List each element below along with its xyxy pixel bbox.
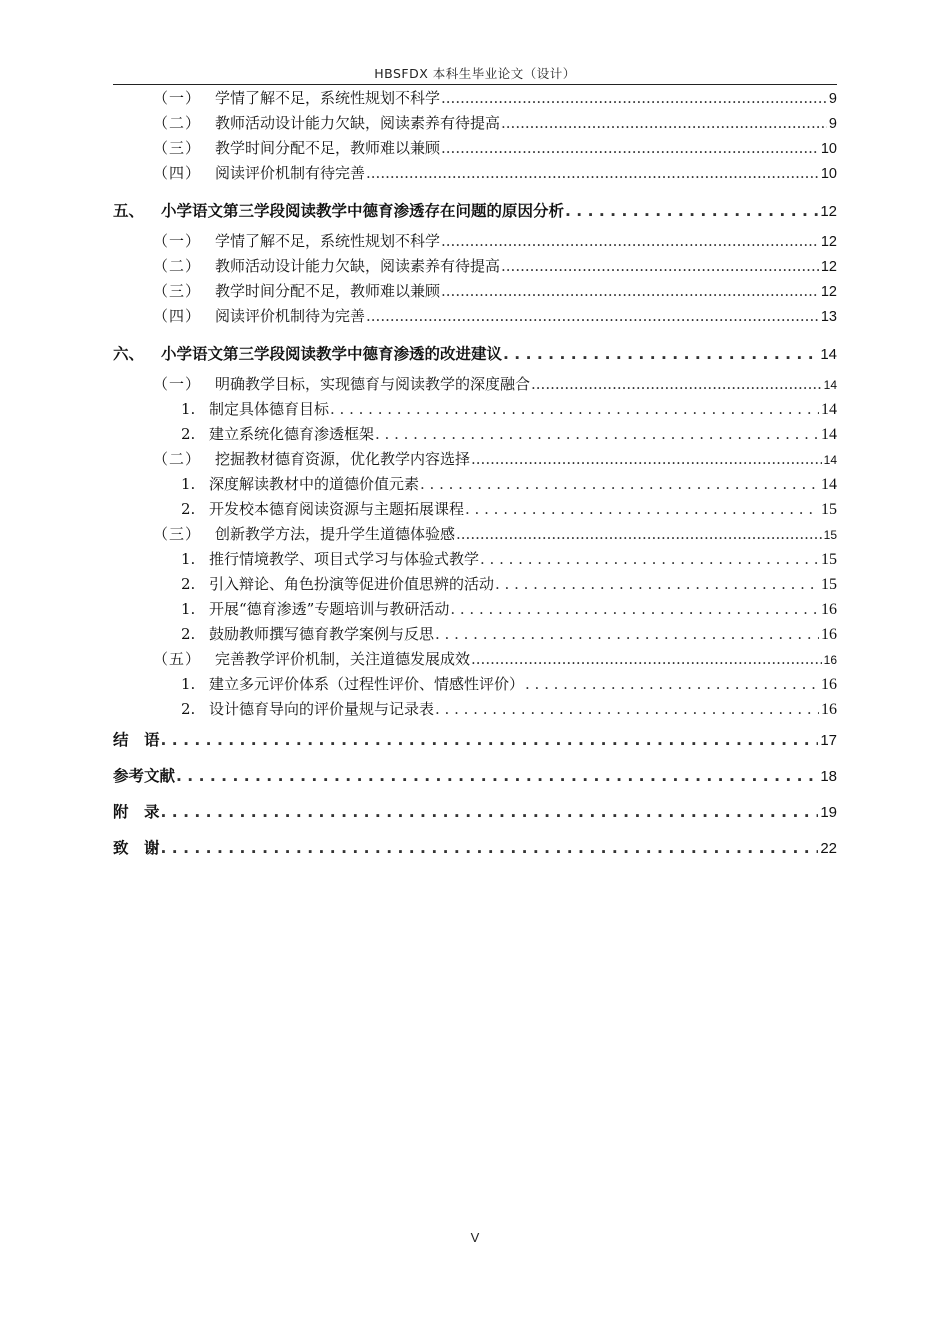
toc-entry-page: 19 [820, 804, 837, 821]
toc-entry-title: 教师活动设计能力欠缺，阅读素养有待提高 [215, 257, 501, 275]
toc-entry-level-2[interactable] [113, 372, 837, 397]
toc-entry-title: 开发校本德育阅读资源与主题拓展课程 [209, 500, 465, 518]
toc-entry-title: 开展“德育渗透”专题培训与教研活动 [209, 600, 450, 618]
toc-entry-page: 15 [821, 551, 837, 568]
toc-entry-level-2[interactable] [113, 304, 837, 329]
page-number: V [470, 1230, 480, 1245]
toc-entry-title: 小学语文第三学段阅读教学中德育渗透存在问题的原因分析 [161, 202, 565, 220]
toc-entry-page: 14 [820, 346, 837, 363]
toc-entry-number: （三） [153, 525, 202, 543]
toc-entry-level-3[interactable] [113, 572, 837, 597]
toc-entry-title: 附 录 [113, 803, 160, 821]
toc-entry-number: （五） [153, 650, 202, 668]
toc-dot-leader [441, 229, 819, 254]
toc-entry-page: 14 [823, 453, 837, 467]
toc-entry-number: 1. [181, 600, 196, 618]
toc-dot-leader [450, 597, 819, 622]
toc-entry-number: （三） [153, 139, 202, 157]
toc-entry-page: 10 [820, 141, 837, 157]
toc-backmatter-entry[interactable] [113, 794, 837, 830]
toc-entry-title: 建立多元评价体系（过程性评价、情感性评价） [209, 675, 525, 693]
toc-entry-level-2[interactable] [113, 254, 837, 279]
toc-backmatter-entry[interactable] [113, 830, 837, 866]
toc-entry-level-3[interactable] [113, 422, 837, 447]
toc-entry-number: （三） [153, 282, 202, 300]
toc-entry-page: 16 [821, 676, 837, 693]
toc-entry-level-2[interactable] [113, 447, 837, 472]
toc-entry-level-3[interactable] [113, 597, 837, 622]
toc-entry-number: （二） [153, 450, 202, 468]
toc-dot-leader [161, 830, 819, 866]
toc-entry-page: 9 [828, 91, 837, 107]
toc-entry-page: 16 [821, 626, 837, 643]
toc-entry-title: 创新教学方法，提升学生道德体验感 [215, 525, 456, 543]
toc-entry-number: 五、 [113, 202, 145, 220]
toc-dot-leader [161, 722, 819, 758]
toc-dot-leader [471, 647, 822, 672]
table-of-contents [113, 86, 837, 866]
toc-entry-number: （一） [153, 375, 202, 393]
toc-dot-leader [441, 136, 819, 161]
toc-entry-level-2[interactable] [113, 522, 837, 547]
toc-entry-page: 16 [821, 601, 837, 618]
toc-dot-leader [441, 279, 819, 304]
toc-dot-leader [503, 337, 818, 372]
toc-backmatter-entry[interactable] [113, 722, 837, 758]
toc-entry-title: 结 语 [113, 731, 160, 749]
toc-entry-title: 设计德育导向的评价量规与记录表 [209, 700, 435, 718]
toc-entry-level-2[interactable] [113, 111, 837, 136]
toc-entry-level-2[interactable] [113, 647, 837, 672]
toc-entry-title: 教学时间分配不足，教师难以兼顾 [215, 282, 441, 300]
toc-entry-title: 建立系统化德育渗透框架 [209, 425, 375, 443]
toc-entry-title: 推行情境教学、项目式学习与体验式教学 [209, 550, 480, 568]
toc-entry-level-2[interactable] [113, 161, 837, 186]
toc-entry-page: 16 [823, 653, 837, 667]
toc-dot-leader [176, 758, 818, 794]
toc-entry-page: 15 [821, 576, 837, 593]
toc-entry-page: 12 [820, 259, 837, 275]
toc-dot-leader [420, 472, 819, 497]
toc-entry-number: （二） [153, 114, 202, 132]
toc-entry-level-3[interactable] [113, 622, 837, 647]
toc-entry-page: 14 [821, 401, 837, 418]
toc-entry-level-3[interactable] [113, 397, 837, 422]
running-header: HBSFDX 本科生毕业论文（设计） [374, 66, 576, 81]
toc-dot-leader [480, 547, 819, 572]
toc-entry-title: 鼓励教师撰写德育教学案例与反思 [209, 625, 435, 643]
toc-entry-number: 2. [181, 500, 196, 518]
toc-entry-title: 挖掘教材德育资源，优化教学内容选择 [215, 450, 471, 468]
toc-dot-leader [501, 111, 827, 136]
toc-dot-leader [161, 794, 819, 830]
toc-entry-title: 小学语文第三学段阅读教学中德育渗透的改进建议 [161, 345, 503, 363]
toc-dot-leader [465, 497, 819, 522]
toc-entry-page: 13 [820, 309, 837, 325]
toc-entry-page: 14 [821, 426, 837, 443]
toc-backmatter-entry[interactable] [113, 758, 837, 794]
toc-entry-page: 15 [823, 528, 837, 542]
toc-entry-number: 2. [181, 700, 196, 718]
toc-entry-number: （四） [153, 307, 202, 325]
toc-dot-leader [471, 447, 822, 472]
toc-entry-number: 1. [181, 675, 196, 693]
toc-dot-leader [435, 622, 819, 647]
toc-entry-number: 2. [181, 425, 196, 443]
toc-entry-page: 9 [828, 116, 837, 132]
toc-entry-title: 致 谢 [113, 839, 160, 857]
toc-entry-level-2[interactable] [113, 229, 837, 254]
toc-dot-leader [456, 522, 822, 547]
toc-entry-number: 六、 [113, 345, 145, 363]
toc-dot-leader [531, 372, 822, 397]
toc-entry-title: 深度解读教材中的道德价值元素 [209, 475, 420, 493]
toc-dot-leader [495, 572, 819, 597]
toc-entry-number: 1. [181, 475, 196, 493]
toc-entry-title: 学情了解不足，系统性规划不科学 [215, 232, 441, 250]
toc-entry-level-2[interactable] [113, 136, 837, 161]
toc-entry-title: 参考文献 [113, 767, 176, 785]
toc-dot-leader [441, 86, 827, 111]
toc-entry-title: 制定具体德育目标 [209, 400, 330, 418]
toc-entry-page: 16 [821, 701, 837, 718]
toc-entry-page: 12 [820, 234, 837, 250]
toc-entry-number: （一） [153, 232, 202, 250]
toc-dot-leader [525, 672, 819, 697]
toc-entry-page: 22 [820, 840, 837, 857]
toc-entry-level-2[interactable] [113, 279, 837, 304]
toc-entry-page: 14 [823, 378, 837, 392]
toc-spacer [113, 186, 837, 194]
toc-entry-title: 明确教学目标，实现德育与阅读教学的深度融合 [215, 375, 531, 393]
toc-dot-leader [366, 304, 819, 329]
toc-dot-leader [366, 161, 819, 186]
toc-spacer [113, 329, 837, 337]
toc-entry-number: （二） [153, 257, 202, 275]
toc-dot-leader [330, 397, 819, 422]
header-rule [113, 84, 837, 85]
toc-entry-title: 阅读评价机制有待完善 [215, 164, 366, 182]
toc-entry-page: 14 [821, 476, 837, 493]
toc-entry-title: 学情了解不足，系统性规划不科学 [215, 89, 441, 107]
toc-entry-number: 2. [181, 575, 196, 593]
toc-entry-page: 12 [820, 203, 837, 220]
toc-dot-leader [501, 254, 819, 279]
toc-entry-page: 17 [820, 732, 837, 749]
toc-entry-number: （四） [153, 164, 202, 182]
toc-entry-level-1[interactable] [113, 194, 837, 229]
toc-entry-level-3[interactable] [113, 497, 837, 522]
toc-entry-level-3[interactable] [113, 672, 837, 697]
toc-entry-level-3[interactable] [113, 697, 837, 722]
toc-entry-number: 2. [181, 625, 196, 643]
toc-entry-level-1[interactable] [113, 337, 837, 372]
toc-entry-page: 10 [820, 166, 837, 182]
toc-entry-level-3[interactable] [113, 472, 837, 497]
toc-entry-page: 15 [821, 501, 837, 518]
toc-dot-leader [565, 194, 818, 229]
toc-entry-title: 引入辩论、角色扮演等促进价值思辨的活动 [209, 575, 495, 593]
toc-entry-title: 教学时间分配不足，教师难以兼顾 [215, 139, 441, 157]
toc-entry-title: 教师活动设计能力欠缺，阅读素养有待提高 [215, 114, 501, 132]
toc-entry-level-2[interactable] [113, 86, 837, 111]
toc-entry-title: 阅读评价机制待为完善 [215, 307, 366, 325]
toc-dot-leader [375, 422, 819, 447]
toc-entry-number: 1. [181, 550, 196, 568]
toc-entry-number: 1. [181, 400, 196, 418]
toc-dot-leader [435, 697, 819, 722]
toc-entry-page: 12 [820, 284, 837, 300]
toc-entry-level-3[interactable] [113, 547, 837, 572]
toc-entry-number: （一） [153, 89, 202, 107]
toc-entry-page: 18 [820, 768, 837, 785]
toc-entry-title: 完善教学评价机制，关注道德发展成效 [215, 650, 471, 668]
